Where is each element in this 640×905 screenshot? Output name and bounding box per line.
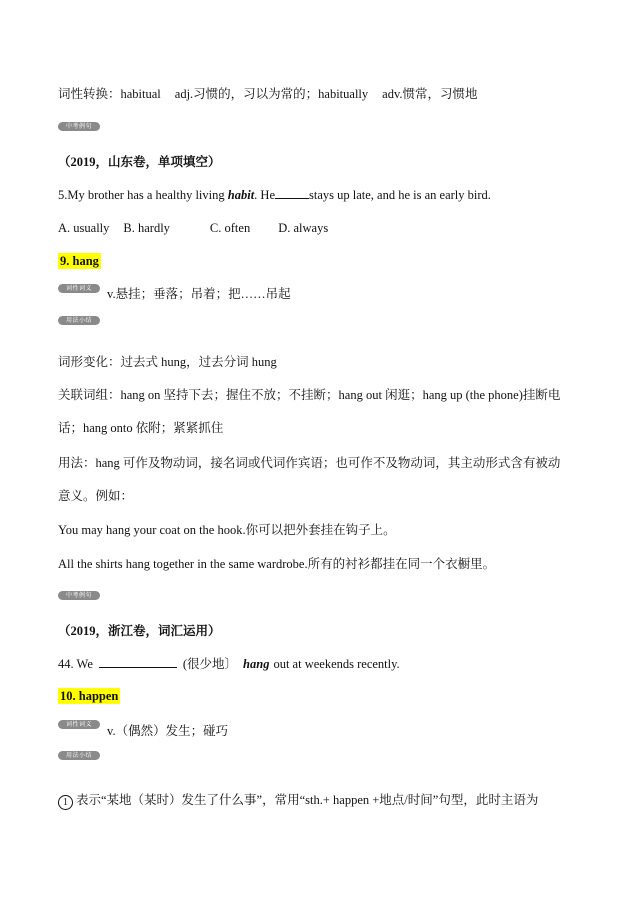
exam-example-tag: 中考例句: [58, 122, 100, 131]
related-phrases-1: 关联词组：hang on 坚持下去；握住不放；不挂断；hang out 闲逛；hang up (the phone)挂断电: [58, 388, 561, 402]
question-source: （2019，山东卷，单项填空）: [58, 155, 221, 169]
usage-text-2: 意义。例如：: [58, 489, 134, 503]
usage-rule-1: 1 表示“某地（某时）发生了什么事”，常用“sth.+ happen +地点/时间”句型，此时主语为: [58, 792, 538, 810]
usage-text-1: 用法：hang 可作及物动词，接名词或代词作宾语；也可作不及物动词，其主动形式含有被动: [58, 456, 561, 470]
pos-meaning-hang: v.悬挂；垂落；吊着；把……吊起: [107, 287, 291, 301]
example-sentence-2: All the shirts hang together in the same wardrobe.所有的衬衫都挂在同一个衣橱里。: [58, 557, 496, 571]
question-5: 5.My brother has a healthy living habit. He stays up late, and he is an early bird.: [58, 188, 491, 202]
bold-keyword: habit: [227, 188, 255, 202]
circled-number: 1: [58, 795, 73, 810]
example-sentence-1: You may hang your coat on the hook.你可以把外套挂在钩子上。: [58, 523, 396, 537]
answer-blank: [275, 198, 309, 199]
pos-meaning-tag: 词性词义: [58, 284, 100, 293]
pos-meaning-tag-2: 词性词义: [58, 720, 100, 729]
usage-summary-tag: 用法小结: [58, 316, 100, 325]
question-44: 44. We (很少地〕 hang out at weekends recently.: [58, 657, 400, 671]
word-forms-hang: 词形变化：过去式 hung，过去分词 hung: [58, 355, 277, 369]
pos-meaning-happen: v.（偶然）发生；碰巧: [107, 724, 229, 738]
related-phrases-2: 话；hang onto 依附；紧紧抓住: [58, 421, 224, 435]
word-forms-habit: 词性转换：habitual adj.习惯的，习以为常的；habitually adv.惯常，习惯地: [58, 87, 478, 101]
word-heading-hang: 9. hang: [60, 254, 99, 268]
usage-summary-tag-2: 用法小结: [58, 751, 100, 760]
exam-example-tag-2: 中考例句: [58, 591, 100, 600]
bold-keyword-2: hang: [243, 657, 270, 671]
word-heading-happen: 10. happen: [60, 689, 119, 703]
answer-options: A. usually B. hardly C. often D. always: [58, 221, 329, 235]
answer-blank-2: [99, 667, 177, 668]
question-source-2: （2019，浙江卷，词汇运用）: [58, 624, 221, 638]
